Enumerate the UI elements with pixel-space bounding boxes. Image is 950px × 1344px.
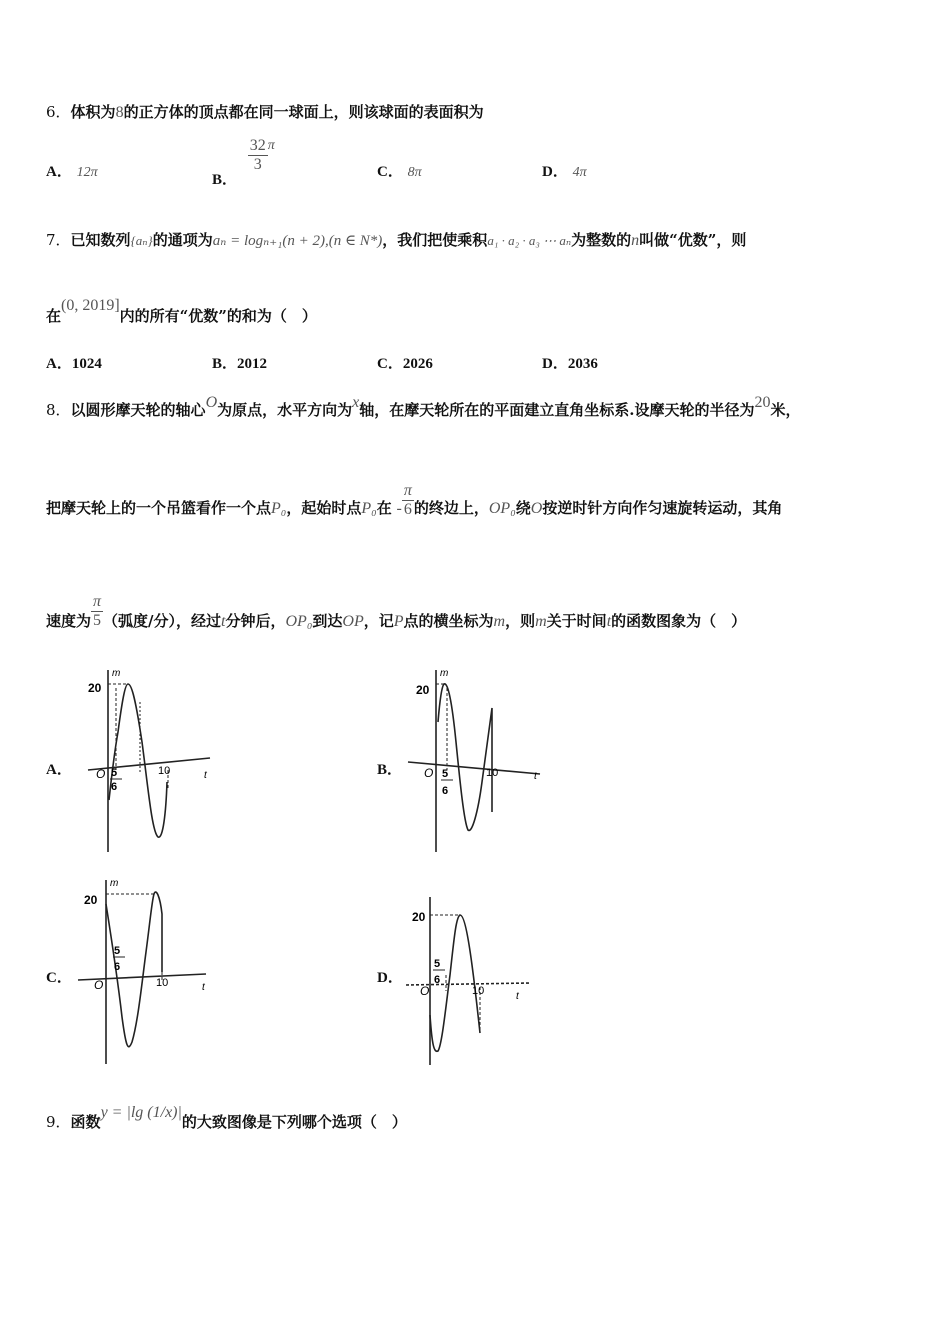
fraction-32-3: $\frac{32}{3}$ xyxy=(249,136,266,173)
graph-c-10-label: 10 xyxy=(156,977,169,989)
q7-option-a[interactable]: A．1024 xyxy=(46,356,102,372)
graph-c xyxy=(76,872,221,1067)
q8-stem-line2: 把摩天轮上的一个吊篮看作一个点P₀，起始时点P₀在 - $\frac{\pi}{6}$ 的终边上，OP₀绕O按逆时针方向作匀速旋转运动，其角 xyxy=(46,481,783,518)
q6-number: 6． xyxy=(46,103,71,121)
q8-option-a[interactable]: A． xyxy=(46,762,72,778)
graph-a-10-label: 10 xyxy=(158,765,171,777)
q7-option-b[interactable]: B．2012 xyxy=(212,356,268,372)
graph-d xyxy=(402,895,537,1070)
q6-option-a[interactable]: A． 12π xyxy=(46,164,98,180)
fraction-pi-6: $\frac{\pi}{6}$ xyxy=(403,481,412,518)
graph-c-m-label: m xyxy=(110,878,119,889)
graph-a-m-label: m xyxy=(112,668,121,679)
graph-c-20-label: 20 xyxy=(84,893,98,907)
graph-b xyxy=(402,662,542,857)
graph-c-frac-num: 5 xyxy=(114,945,121,957)
graph-d-origin: O xyxy=(420,984,430,998)
q7-option-d[interactable]: D．2036 xyxy=(542,356,598,372)
q7-stem-line2: 在(0, 2019]内的所有“优数”的和为（ ） xyxy=(46,297,317,325)
graph-b-t-label: t xyxy=(534,771,537,782)
q8-option-d[interactable]: D． xyxy=(377,970,403,986)
q7-stem-line1: 7．已知数列{aₙ}的通项为aₙ = logₙ₊₁(n + 2),(n ∈ N*)，我们把使乘积a₁ · a₂ · a₃ ⋯ aₙ为整数的n叫做“优数”，则 xyxy=(46,231,747,249)
graph-a-origin: O xyxy=(96,767,106,781)
q6-option-b[interactable]: B． $\frac{32}{3}$ π xyxy=(212,136,275,188)
graph-a-curve xyxy=(109,684,167,837)
q6-option-d[interactable]: D． 4π xyxy=(542,164,587,180)
graph-d-10-label: 10 xyxy=(472,985,485,997)
graph-b-m-label: m xyxy=(440,668,449,679)
q6-option-c[interactable]: C． 8π xyxy=(377,164,422,180)
q8-stem-line3: 速度为 $\frac{\pi}{5}$ （弧度/分），经过t分钟后，OP₀到达OP，记P点的横坐标为m，则m关于时间t的函数图象为（ ） xyxy=(46,592,747,630)
q8-option-b[interactable]: B． xyxy=(377,762,403,778)
graph-b-origin: O xyxy=(424,766,434,780)
graph-d-frac-num: 5 xyxy=(434,958,441,970)
q7-option-c[interactable]: C．2026 xyxy=(377,356,433,372)
graph-d-frac-den: 6 xyxy=(434,974,441,986)
graph-c-frac-den: 6 xyxy=(114,961,121,973)
graph-a-t-label: t xyxy=(204,770,207,781)
graph-a-x-axis xyxy=(88,758,210,770)
q6-stem: 6．体积为8的正方体的顶点都在同一球面上，则该球面的表面积为 xyxy=(46,103,484,121)
graph-b-10-label: 10 xyxy=(486,767,499,779)
graph-a-frac-num: 5 xyxy=(111,767,118,779)
fraction-pi-5: $\frac{\pi}{5}$ xyxy=(93,592,102,629)
graph-a-20-label: 20 xyxy=(88,681,102,695)
q8-option-c[interactable]: C． xyxy=(46,970,72,986)
graph-b-20-label: 20 xyxy=(416,683,430,697)
graph-a xyxy=(80,662,220,857)
graph-b-frac-num: 5 xyxy=(442,768,449,780)
q8-stem-line1: 8．以圆形摩天轮的轴心O为原点，水平方向为x轴，在摩天轮所在的平面建立直角坐标系.设摩天轮的半径为20米， xyxy=(46,394,801,419)
q9-formula: y = |lg (1/x)| xyxy=(100,1104,182,1121)
graph-b-frac-den: 6 xyxy=(442,785,449,797)
graph-c-t-label: t xyxy=(202,982,205,993)
graph-b-curve xyxy=(438,684,492,831)
graph-c-origin: O xyxy=(94,978,104,992)
graph-d-20-label: 20 xyxy=(412,910,426,924)
graph-a-frac-den: 6 xyxy=(111,781,118,793)
graph-d-t-label: t xyxy=(516,991,519,1002)
q9-stem: 9．函数y = |lg (1/x)|的大致图像是下列哪个选项（ ） xyxy=(46,1104,407,1131)
